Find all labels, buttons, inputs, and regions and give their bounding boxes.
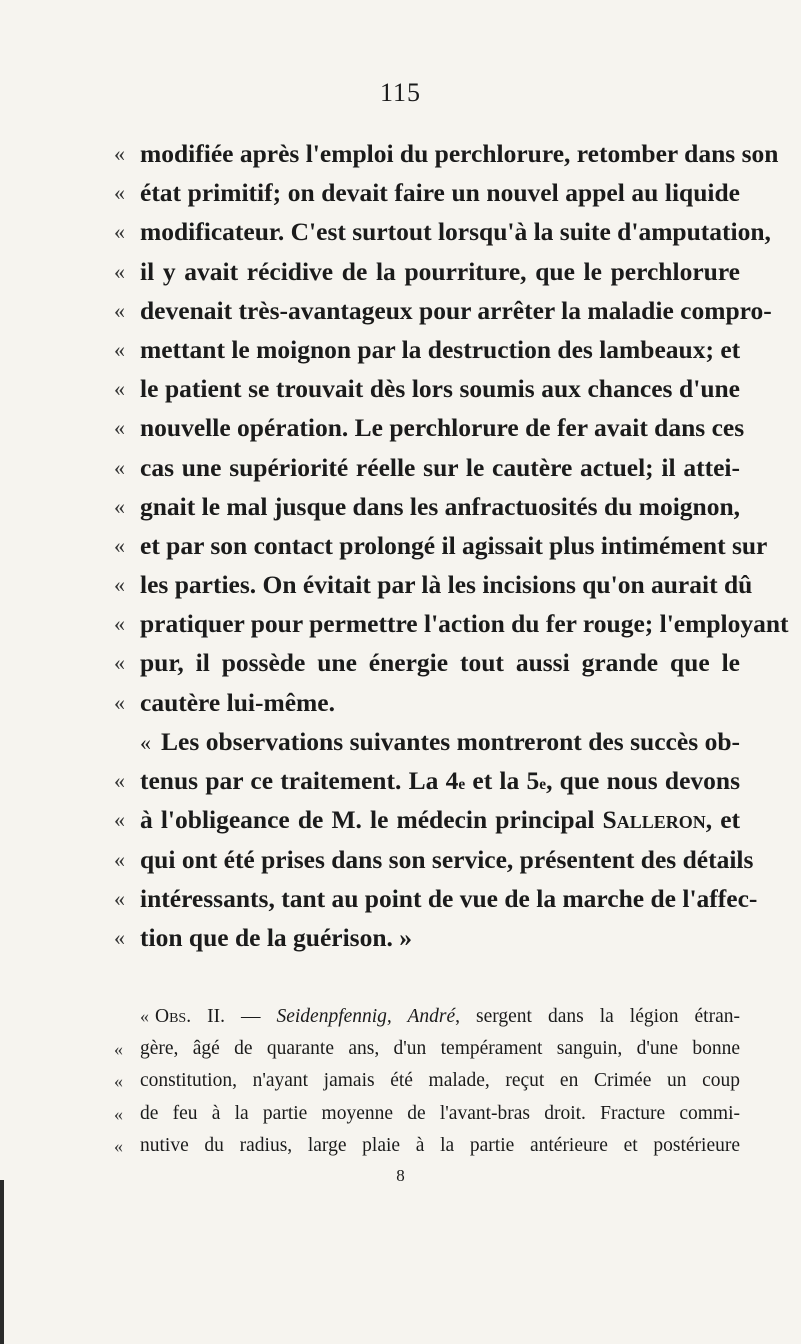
text-line: « mettant le moignon par la destruction des lambeaux; et (140, 330, 740, 369)
quote-mark: « (114, 611, 125, 637)
quote-mark: « (114, 258, 125, 284)
note-line: « constitution, n'ayant jamais été malade, reçut en Crimée un coup (140, 1065, 740, 1098)
quote-mark: « (114, 454, 125, 480)
quote-mark: « (114, 415, 125, 441)
patient-name: Seidenpfennig, André (276, 1006, 456, 1027)
open-quote: « (140, 730, 151, 755)
quote-mark: « (114, 1103, 123, 1124)
quote-mark: « (114, 376, 125, 402)
quote-mark: « (114, 141, 125, 166)
quote-mark: « (114, 219, 125, 245)
observation-label: Obs. II. (155, 1006, 225, 1027)
text-line: « cas une supériorité réelle sur le cautère actuel; il attei- (140, 448, 740, 487)
text-line: « pratiquer pour permettre l'action du fer rouge; l'employant (140, 604, 740, 643)
signature-mark: 8 (396, 1166, 405, 1185)
main-text-block (114, 134, 789, 722)
text-line: « qui ont été prises dans son service, présentent des détails (114, 844, 754, 874)
text-line: « tenus par ce traitement. La 4e et la 5e, que nous devons (114, 766, 740, 796)
note-line: « Obs. II. — Seidenpfennig, André, sergent dans la légion étran- (140, 1006, 740, 1027)
quote-mark: « (114, 1071, 123, 1092)
observation-note (114, 1000, 740, 1163)
physician-name: Salleron (602, 805, 706, 835)
page-edge-shadow (0, 1180, 4, 1344)
text-line: « état primitif; on devait faire un nouvel appel au liquide (140, 173, 740, 212)
text-line: « Les observations suivantes montreront des succès ob- (140, 727, 740, 756)
text-line: « il y avait récidive de la pourriture, que le perchlorure (140, 252, 740, 291)
text-line: « à l'obligeance de M. le médecin principal Salleron, et (114, 805, 740, 835)
text-line: « gnait le mal jusque dans les anfractuosités du moignon, (140, 487, 740, 526)
quote-mark: « (114, 1136, 123, 1157)
quote-mark: « (114, 297, 125, 323)
quote-mark: « (114, 572, 125, 598)
quote-mark: « (114, 180, 125, 206)
text-line: « devenait très-avantageux pour arrêter la maladie compro- (140, 291, 740, 330)
text-line: « les parties. On évitait par là les incisions qu'on aurait dû (140, 565, 740, 604)
text-line: « cautère lui-même. (140, 683, 740, 722)
quote-mark: « (114, 532, 125, 558)
text-line: « pur, il possède une énergie tout aussi grande que le (140, 643, 740, 682)
quote-mark: « (114, 493, 125, 519)
text-line: « modificateur. C'est surtout lorsqu'à la suite d'amputation, (140, 212, 740, 251)
text-line: « intéressants, tant au point de vue de la marche de l'affec- (114, 883, 758, 913)
text-line: « le patient se trouvait dès lors soumis aux chances d'une (140, 369, 740, 408)
text-line: « nouvelle opération. Le perchlorure de fer avait dans ces (140, 408, 740, 447)
quote-mark: « (114, 650, 125, 676)
page-number: 115 (379, 78, 422, 107)
note-line: « nutive du radius, large plaie à la partie antérieure et postérieure (140, 1130, 740, 1163)
paragraph-observations (114, 722, 758, 957)
quote-mark: « (114, 1038, 123, 1059)
text-line: « et par son contact prolongé il agissait plus intimément sur (140, 526, 740, 565)
note-line: « de feu à la partie moyenne de l'avant-bras droit. Fracture commi- (140, 1098, 740, 1131)
note-line: « gère, âgé de quarante ans, d'un tempérament sanguin, d'une bonne (140, 1033, 740, 1066)
quote-mark: « (114, 689, 125, 715)
text-line: « tion que de la guérison. » (114, 922, 413, 952)
quote-mark: « (114, 336, 125, 362)
text-line: « modifiée après l'emploi du perchlorure, retomber dans son (140, 134, 740, 173)
